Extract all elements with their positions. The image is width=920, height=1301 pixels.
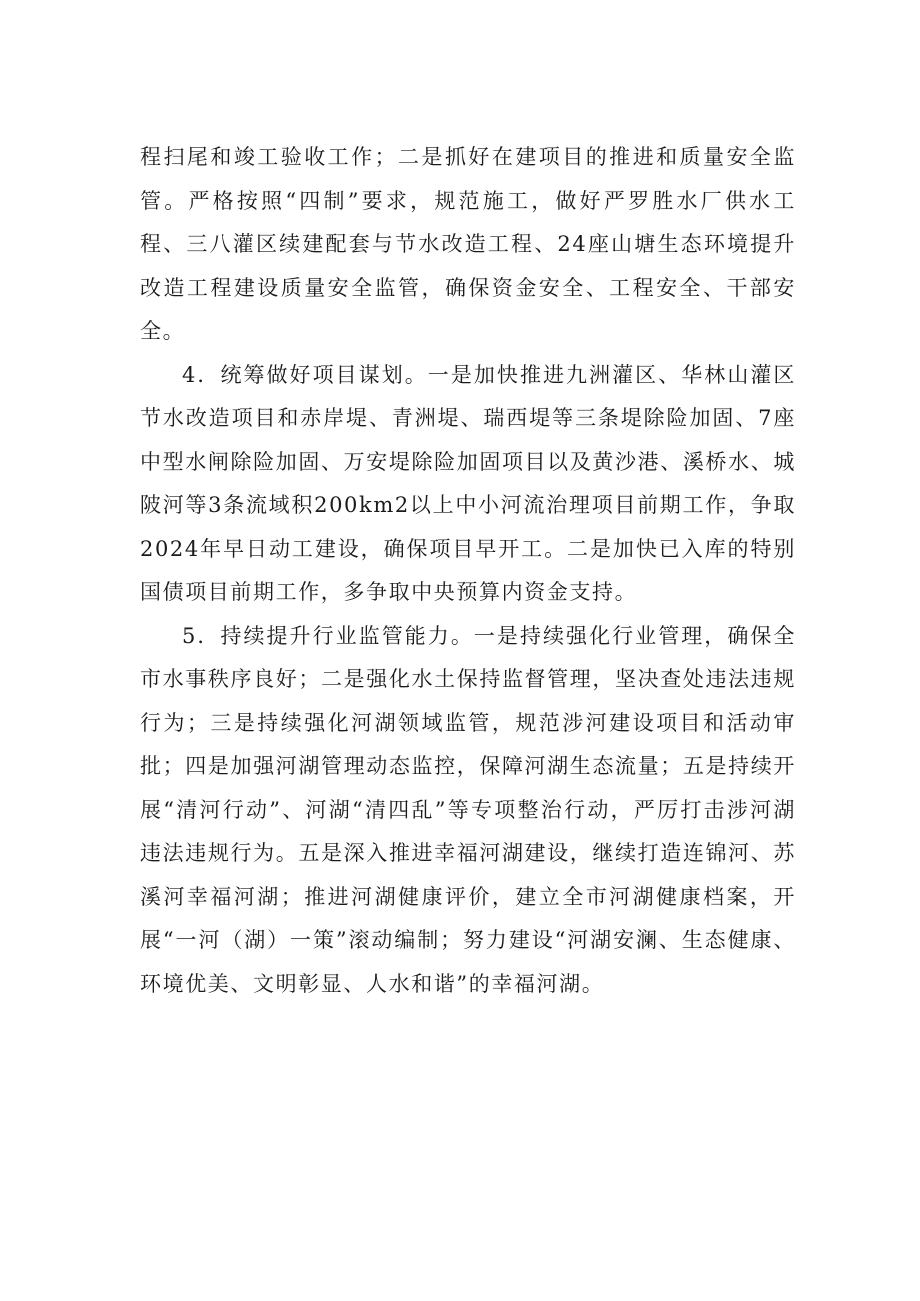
document-body bbox=[140, 136, 796, 1006]
paragraph-item-4: 4．统筹做好项目谋划。一是加快推进九洲灌区、华林山灌区节水改造项目和赤岸堤、青洲堤、瑞西堤等三条堤除险加固、7座中型水闸除险加固、万安堤除险加固项目以及黄沙港、溪桥水、城陂河等3条流域积200km2以上中小河流治理项目前期工作，争取2024年早日动工建设，确保项目早开工。二是加快已入库的特别国债项目前期工作，多争取中央预算内资金支持。 bbox=[140, 362, 796, 604]
paragraph-item-5: 5．持续提升行业监管能力。一是持续强化行业管理，确保全市水事秩序良好；二是强化水土保持监督管理，坚决查处违法违规行为；三是持续强化河湖领域监管，规范涉河建设项目和活动审批；四是加强河湖管理动态监控，保障河湖生态流量；五是持续开展“清河行动”、河湖“清四乱”等专项整治行动，严厉打击涉河湖违法违规行为。五是深入推进幸福河湖建设，继续打造连锦河、苏溪河幸福河湖；推进河湖健康评价，建立全市河湖健康档案，开展“一河（湖）一策”滚动编制；努力建设“河湖安澜、生态健康、环境优美、文明彰显、人水和谐”的幸福河湖。 bbox=[140, 623, 796, 996]
paragraph-continuation: 程扫尾和竣工验收工作；二是抓好在建项目的推进和质量安全监管。严格按照“四制”要求，规范施工，做好严罗胜水厂供水工程、三八灌区续建配套与节水改造工程、24座山塘生态环境提升改造工程建设质量安全监管，确保资金安全、工程安全、干部安全。 bbox=[140, 145, 796, 343]
